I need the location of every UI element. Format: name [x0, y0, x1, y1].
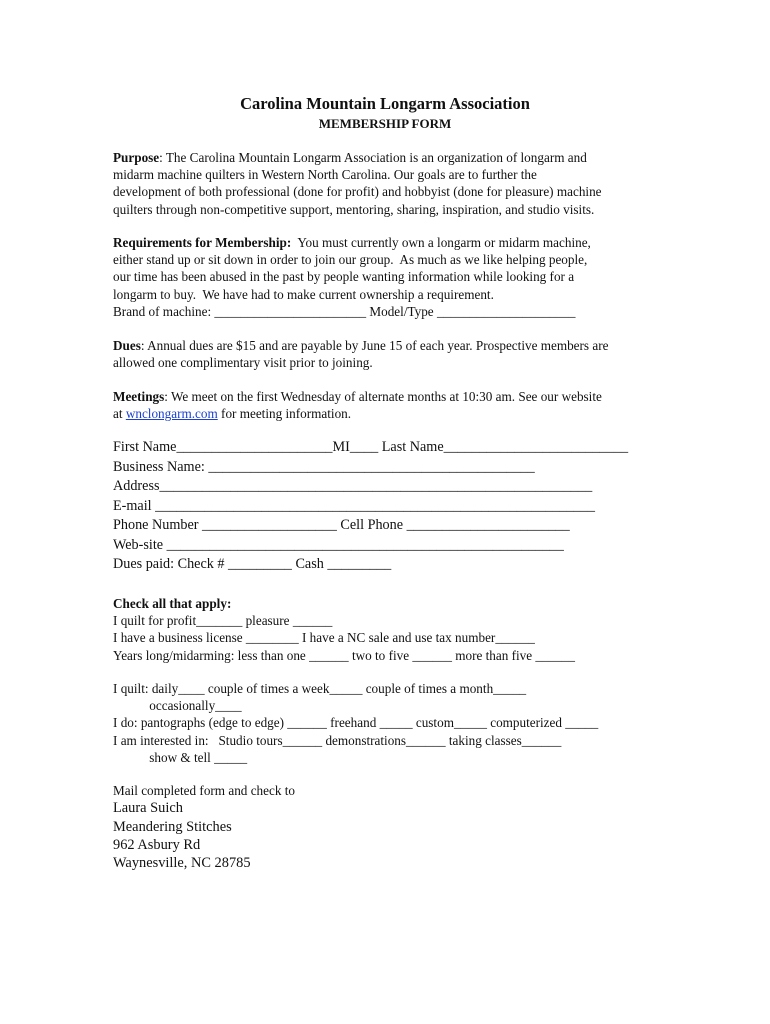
- checklist-item[interactable]: show & tell _____: [113, 749, 248, 765]
- checklist-item[interactable]: I do: pantographs (edge to edge) ______ freehand _____ custom_____ computerized _____: [113, 715, 599, 731]
- mailing-section: [113, 782, 673, 872]
- form-title: Carolina Mountain Longarm Association: [240, 94, 530, 113]
- checklist-heading: Check all that apply:: [113, 596, 232, 611]
- checklist-item[interactable]: I quilt for profit_______ pleasure ______: [113, 613, 333, 629]
- purpose-text-line: quilters through non-competitive support, mentoring, sharing, inspiration, and studio visits.: [113, 201, 595, 217]
- dues-text-line: : Annual dues are $15 and are payable by June 15 of each year. Prospective members are: [140, 338, 609, 353]
- first-name-field[interactable]: First Name______________________MI____ Last Name__________________________: [113, 439, 629, 455]
- mailing-name: Laura Suich: [113, 800, 183, 817]
- mailing-intro: Mail completed form and check to: [113, 783, 295, 798]
- meetings-text-suffix: for meeting information.: [217, 406, 352, 422]
- meetings-text-line: : We meet on the first Wednesday of alternate months at 10:30 am. See our website: [164, 389, 602, 404]
- meetings-label: Meetings: [113, 389, 165, 404]
- checklist-section-2: [113, 680, 713, 766]
- phone-field[interactable]: Phone Number ___________________ Cell Phone _______________________: [113, 517, 570, 533]
- purpose-text-line: : The Carolina Mountain Longarm Association is an organization of longarm and: [159, 150, 587, 165]
- purpose-text-line: development of both professional (done for profit) and hobbyist (done for pleasure) machine: [113, 184, 602, 200]
- dues-section: [113, 337, 673, 371]
- checklist-item[interactable]: I quilt: daily____ couple of times a week_____ couple of times a month_____: [113, 681, 527, 696]
- meetings-section: [113, 388, 673, 422]
- address-field[interactable]: Address_____________________________________________________________: [113, 478, 593, 494]
- requirements-text-line: longarm to buy. We have had to make current ownership a requirement.: [113, 286, 494, 302]
- dues-text-line: allowed one complimentary visit prior to joining.: [113, 355, 373, 371]
- checklist-item[interactable]: occasionally____: [113, 698, 242, 714]
- mailing-business: Meandering Stitches: [113, 818, 232, 835]
- purpose-label: Purpose: [113, 150, 160, 165]
- machine-brand-model-field[interactable]: Brand of machine: _______________________ Model/Type _____________________: [113, 303, 576, 319]
- checklist-item[interactable]: Years long/midarming: less than one ______ two to five ______ more than five ______: [113, 647, 575, 663]
- email-field[interactable]: E-mail ______________________________________________________________: [113, 497, 595, 514]
- dues-paid-field[interactable]: Dues paid: Check # _________ Cash _________: [113, 556, 392, 572]
- purpose-text-line: midarm machine quilters in Western North Carolina. Our goals are to further the: [113, 167, 537, 183]
- member-info-fields: [113, 438, 713, 575]
- requirements-section: [113, 234, 673, 320]
- business-name-field[interactable]: Business Name: ______________________________________________: [113, 458, 535, 475]
- form-subtitle: MEMBERSHIP FORM: [318, 116, 452, 131]
- requirements-text-line: our time has been abused in the past by people wanting information while looking for a: [113, 269, 575, 285]
- checklist-item[interactable]: I am interested in: Studio tours______ demonstrations______ taking classes______: [113, 732, 562, 748]
- mailing-city: Waynesville, NC 28785: [113, 855, 251, 872]
- checklist-section: [113, 595, 713, 664]
- website-link[interactable]: wnclongarm.com: [125, 406, 218, 422]
- checklist-item[interactable]: I have a business license ________ I have a NC sale and use tax number______: [113, 630, 535, 646]
- website-field[interactable]: Web-site ________________________________________________________: [113, 536, 564, 553]
- requirements-text-line: You must currently own a longarm or midarm machine,: [291, 235, 591, 250]
- meetings-text-prefix: at: [113, 406, 126, 422]
- mailing-street: 962 Asbury Rd: [113, 836, 201, 853]
- dues-label: Dues: [113, 338, 141, 353]
- purpose-section: [113, 149, 673, 218]
- requirements-label: Requirements for Membership:: [113, 235, 292, 250]
- requirements-text-line: either stand up or sit down in order to join our group. As much as we like helping people,: [113, 252, 588, 268]
